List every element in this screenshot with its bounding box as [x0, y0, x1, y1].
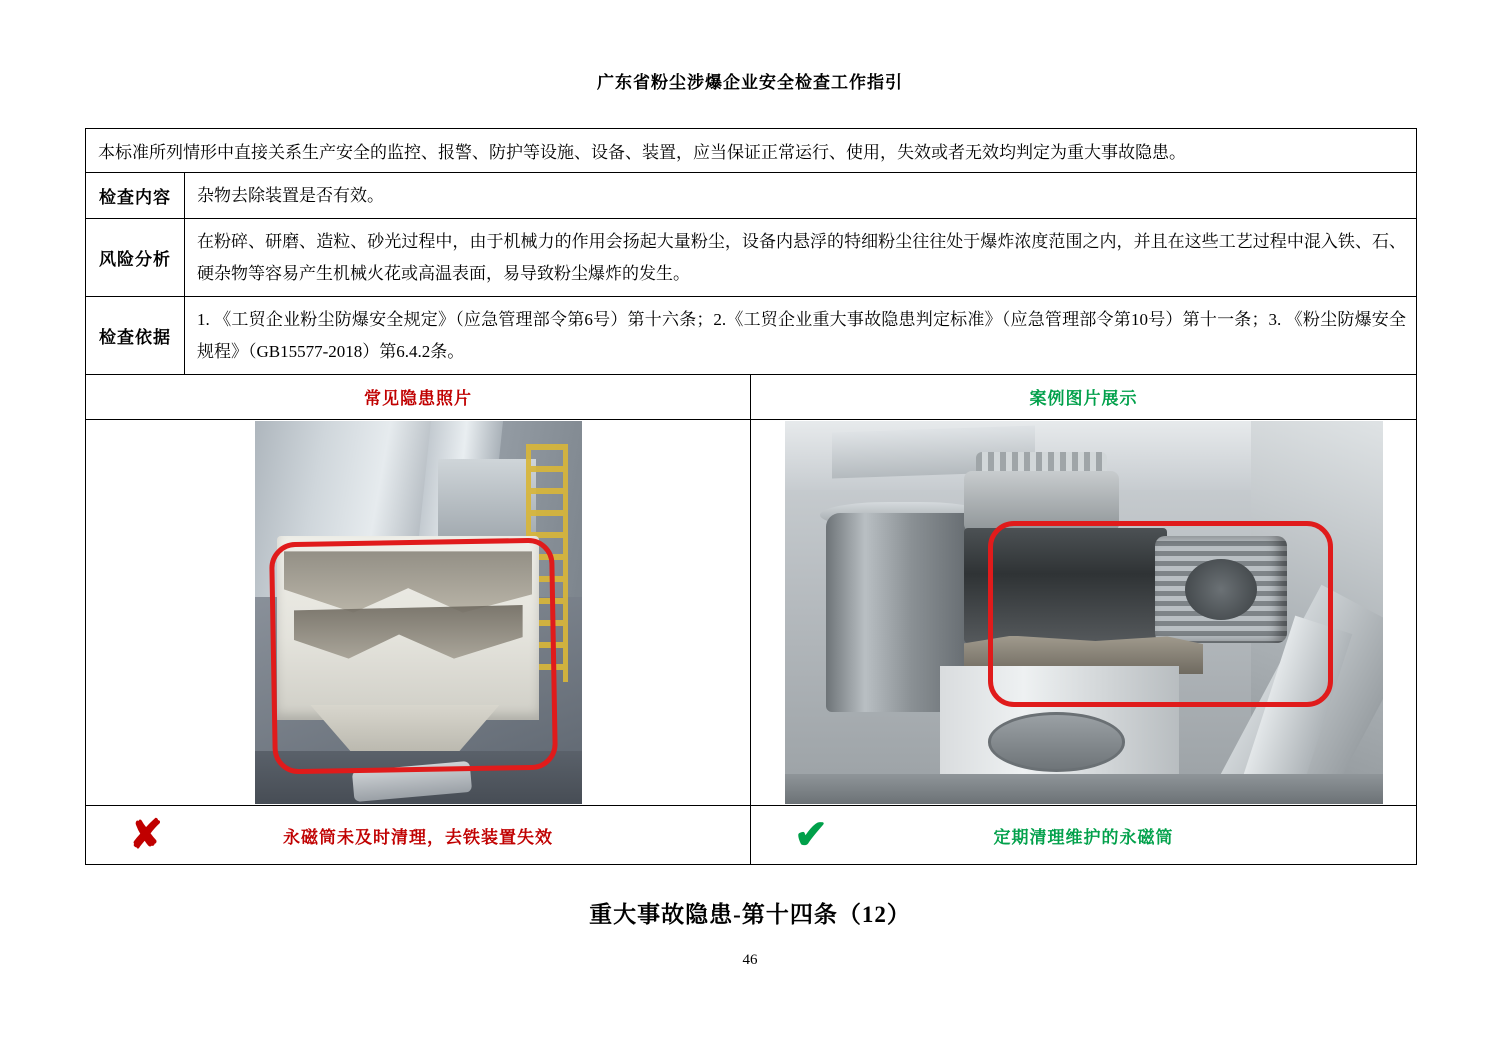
check-icon: ✔: [794, 812, 828, 858]
case-highlight-box: [988, 521, 1333, 707]
caption-case-text: 定期清理维护的永磁筒: [993, 827, 1174, 847]
hazard-photo: [255, 421, 582, 804]
case-photo: [785, 421, 1383, 804]
page-number: 46: [742, 952, 758, 968]
notice-row: [86, 129, 1416, 173]
page-header: 广东省粉尘涉爆企业安全检查工作指引: [597, 73, 903, 92]
cross-icon: ✘: [129, 812, 163, 858]
photo-header-row: [86, 375, 1416, 420]
caption-cell-case: [751, 806, 1416, 864]
inspection-table: [85, 128, 1417, 865]
notice-text: 本标准所列情形中直接关系生产安全的监控、报警、防护等设施、设备、装置，应当保证正常运行、使用，失效或者无效均判定为重大事故隐患。: [98, 143, 1186, 162]
hazard-highlight-box: [269, 537, 558, 774]
table-row-inspection-basis: [86, 297, 1416, 375]
photo-row: [86, 420, 1416, 806]
table-row-risk-analysis: [86, 219, 1416, 297]
row-content-risk-analysis: 在粉碎、研磨、造粒、砂光过程中，由于机械力的作用会扬起大量粉尘，设备内悬浮的特细粉尘往往处于爆炸浓度范围之内，并且在这些工艺过程中混入铁、石、硬杂物等容易产生机械火花或高温表面，易导致粉尘爆炸的发生。: [197, 232, 1406, 283]
caption-row: [86, 806, 1416, 864]
caption-cell-hazard: [86, 806, 751, 864]
row-label-inspection-content: 检查内容: [86, 173, 185, 218]
photo-header-case: 案例图片展示: [1029, 389, 1138, 409]
photo-header-hazard: 常见隐患照片: [86, 375, 751, 419]
photo-cell-case: [751, 420, 1416, 805]
footer-title: 重大事故隐患-第十四条（12）: [589, 902, 911, 927]
row-label-inspection-basis: 检查依据: [86, 297, 185, 374]
row-label-risk-analysis: 风险分析: [86, 219, 185, 296]
row-content-inspection-content: 杂物去除装置是否有效。: [197, 186, 384, 205]
caption-hazard-text: 永磁筒未及时清理，去铁装置失效: [283, 827, 553, 847]
row-content-inspection-basis: 1. 《工贸企业粉尘防爆安全规定》（应急管理部令第6号）第十六条；2.《工贸企业重大事故隐患判定标准》（应急管理部令第10号）第十一条；3. 《粉尘防爆安全规程》（GB15577-2018）第6.4.2条。: [197, 310, 1406, 361]
table-row-inspection-content: [86, 173, 1416, 219]
photo-cell-hazard: [86, 420, 751, 805]
